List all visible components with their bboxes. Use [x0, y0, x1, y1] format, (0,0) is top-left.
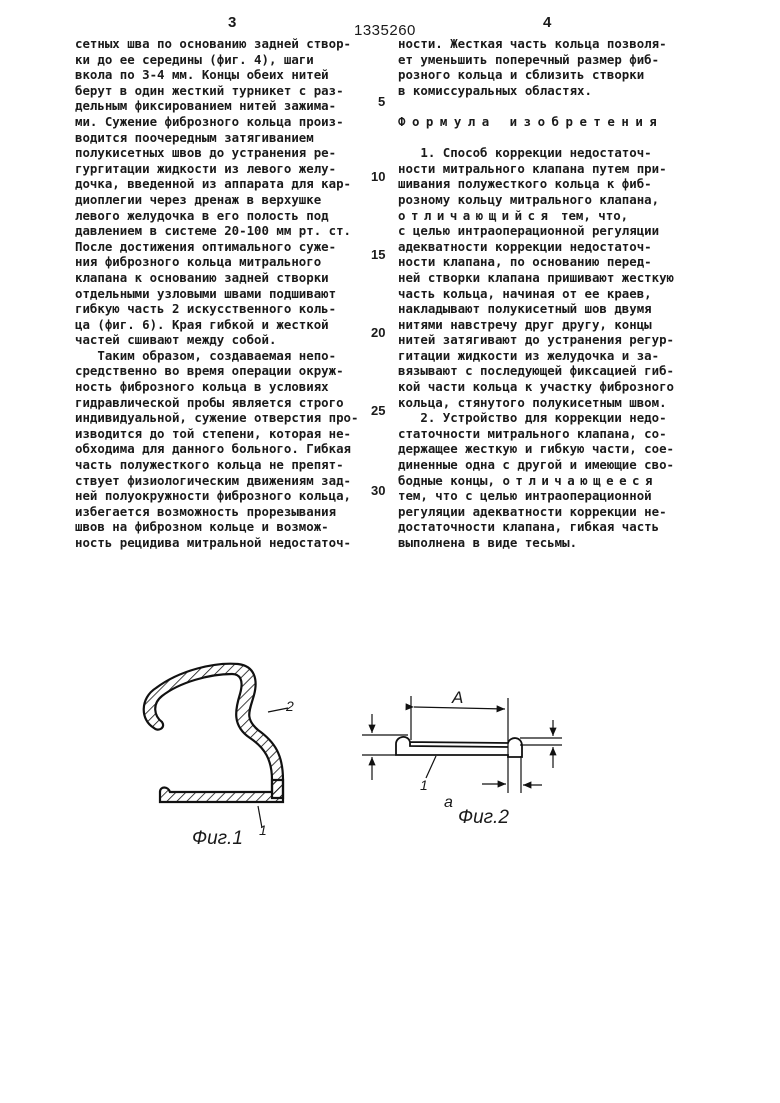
figure-1-caption: Фиг.1	[192, 828, 243, 850]
page-number-left: 3	[228, 14, 236, 31]
text-line: часть кольца, начиная от ее краев,	[398, 286, 674, 302]
text-line: индивидуальной, сужение отверстия про-	[75, 410, 358, 426]
text-line: нитями навстречу друг другу, концы	[398, 317, 674, 333]
text-line: нитей затягивают до устранения регур-	[398, 332, 674, 348]
text-line: с целью интраоперационной регуляции	[398, 223, 674, 239]
text-line: водится поочередным затягиванием	[75, 130, 358, 146]
text-line: ми. Сужение фиброзного кольца произ-	[75, 114, 358, 130]
text-line: ности. Жесткая часть кольца позволя-	[398, 36, 674, 52]
text-line: ности клапана, по основанию перед-	[398, 254, 674, 270]
text-line: обходима для данного больного. Гибкая	[75, 441, 358, 457]
text-line: гибкую часть 2 искусственного коль-	[75, 301, 358, 317]
text-line: сетных шва по основанию задней створ-	[75, 36, 358, 52]
tape-profile	[396, 737, 522, 757]
claim-1-body	[398, 223, 674, 410]
text-line: ния фиброзного кольца митрального	[75, 254, 358, 270]
text-line: достаточности клапана, гибкая часть	[398, 519, 674, 535]
text-line: клапана к основанию задней створки	[75, 270, 358, 286]
figure-1-drawing	[120, 620, 340, 860]
text-line: гургитации жидкости из левого желу-	[75, 161, 358, 177]
line-number: 5	[378, 94, 385, 109]
text-line: выполнена в виде тесьмы.	[398, 535, 674, 551]
text-line: ца (фиг. 6). Края гибкой и жесткой	[75, 317, 358, 333]
text-line: отдельными узловыми швами подшивают	[75, 286, 358, 302]
figure-2-caption: Фиг.2	[458, 807, 509, 829]
text-line: После достижения оптимального суже-	[75, 239, 358, 255]
text-line: розного кольца и сблизить створки	[398, 67, 674, 83]
text-line: регуляции адекватности коррекции не-	[398, 504, 674, 520]
text-line: гидравлической пробы является строго	[75, 395, 358, 411]
text-line: накладывают полукисетный шов двумя	[398, 301, 674, 317]
figure-2-label-a-dimension: A	[452, 688, 463, 708]
figure-2-label-a-width: a	[444, 794, 453, 812]
line-number: 20	[371, 325, 385, 340]
description-ending	[398, 36, 674, 98]
text-line: шивания полужесткого кольца к фиб-	[398, 176, 674, 192]
text-line: дельным фиксированием нитей зажима-	[75, 98, 358, 114]
text-line: держащее жесткую и гибкую части, сое-	[398, 441, 674, 457]
text-line: ки до ее середины (фиг. 4), шаги	[75, 52, 358, 68]
text-line: диоплегии через дренаж в верхушке	[75, 192, 358, 208]
text-line: ности митрального клапана путем при-	[398, 161, 674, 177]
text-line: давлением в системе 20-100 мм рт. ст.	[75, 223, 358, 239]
text-line: кой части кольца к участку фиброзного	[398, 379, 674, 395]
claim-1-phrase-tail: тем, что,	[554, 208, 629, 223]
text-line: частей сшивают между собой.	[75, 332, 358, 348]
text-line: берут в один жесткий турникет с раз-	[75, 83, 358, 99]
leader-line-2	[268, 708, 288, 712]
text-line: часть полужесткого кольца не препят-	[75, 457, 358, 473]
document-number: 1335260	[354, 22, 416, 39]
text-line: в комиссуральных областях.	[398, 83, 674, 99]
text-line: тем, что с целью интраоперационной	[398, 488, 674, 504]
claims-heading: Формула изобретения	[398, 114, 674, 130]
line-number: 15	[371, 247, 385, 262]
text-line: ность фиброзного кольца в условиях	[75, 379, 358, 395]
text-line: ней створки клапана пришивают жесткую	[398, 270, 674, 286]
text-line: изводится до той степени, которая не-	[75, 426, 358, 442]
text-line: дочка, введенной из аппарата для кар-	[75, 176, 358, 192]
text-line: Таким образом, создаваемая непо-	[75, 348, 358, 364]
text-line: вязывают с последующей фиксацией гиб-	[398, 363, 674, 379]
figure-1-label-2: 2	[286, 698, 294, 714]
flexible-part-profile	[144, 664, 283, 798]
text-line: левого желудочка в его полость под	[75, 208, 358, 224]
claim-1	[398, 145, 674, 207]
claim-1-distinguishing-phrase: отличающийся	[398, 208, 554, 223]
text-line: кольца, стянутого полукисетным швом.	[398, 395, 674, 411]
figure-2-label-1: 1	[420, 777, 428, 793]
claim-2	[398, 410, 674, 472]
text-line: 1. Способ коррекции недостаточ-	[398, 145, 674, 161]
text-line: вкола по 3-4 мм. Концы обеих нитей	[75, 67, 358, 83]
page-number-right: 4	[543, 14, 551, 31]
text-line: диненные одна с другой и имеющие сво-	[398, 457, 674, 473]
text-line: адекватности коррекции недостаточ-	[398, 239, 674, 255]
line-number: 25	[371, 403, 385, 418]
text-line: ствует физиологическим движениям зад-	[75, 473, 358, 489]
text-line: розному кольцу митрального клапана,	[398, 192, 674, 208]
left-column-text	[75, 36, 358, 551]
text-line: швов на фиброзном кольце и возмож-	[75, 519, 358, 535]
text-line: ней полуокружности фиброзного кольца,	[75, 488, 358, 504]
right-column-text	[398, 36, 674, 551]
rigid-part-profile	[160, 780, 283, 802]
text-line: ет уменьшить поперечный размер фиб-	[398, 52, 674, 68]
claim-2-distinguishing-phrase: отличающееся	[502, 473, 658, 488]
text-line: статочности митрального клапана, со-	[398, 426, 674, 442]
figure-1-label-1: 1	[259, 822, 267, 838]
line-number: 30	[371, 483, 385, 498]
claim-2-lead: бодные концы,	[398, 473, 502, 488]
claim-2-body	[398, 488, 674, 550]
text-line: полукисетных швов до устранения ре-	[75, 145, 358, 161]
text-line: гитации жидкости из желудочка и за-	[398, 348, 674, 364]
text-line: 2. Устройство для коррекции недо-	[398, 410, 674, 426]
text-line: средственно во время операции окруж-	[75, 363, 358, 379]
text-line: избегается возможность прорезывания	[75, 504, 358, 520]
line-number: 10	[371, 169, 385, 184]
text-line: ность рецидива митральной недостаточ-	[75, 535, 358, 551]
